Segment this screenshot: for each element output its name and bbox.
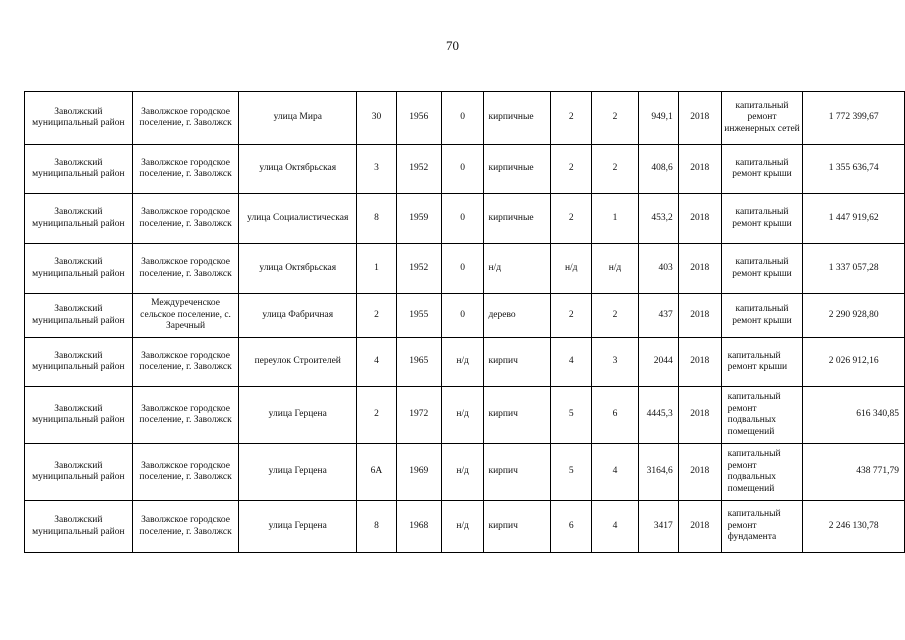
year-built-cell: 1965 xyxy=(396,338,441,387)
area-cell: 2044 xyxy=(638,338,678,387)
street-cell: улица Октябрьская xyxy=(239,145,357,194)
year-built-cell: 1968 xyxy=(396,501,441,553)
street-cell: улица Герцена xyxy=(239,387,357,444)
wall-material-cell: кирпичные xyxy=(484,194,551,244)
entrances-cell: 2 xyxy=(592,294,639,338)
settlement-cell: Заволжское городское поселение, г. Заволжск xyxy=(132,92,239,145)
col6-cell: 0 xyxy=(441,244,484,294)
district-cell: Заволжский муниципальный район xyxy=(25,194,133,244)
cost-cell: 616 340,85 xyxy=(803,387,905,444)
settlement-cell: Заволжское городское поселение, г. Заволжск xyxy=(132,244,239,294)
table-row xyxy=(25,145,905,194)
col6-cell: н/д xyxy=(441,501,484,553)
plan-year-cell: 2018 xyxy=(678,244,721,294)
col6-cell: 0 xyxy=(441,294,484,338)
district-cell: Заволжский муниципальный район xyxy=(25,444,133,501)
entrances-cell: 3 xyxy=(592,338,639,387)
table-row xyxy=(25,338,905,387)
street-cell: улица Герцена xyxy=(239,444,357,501)
year-built-cell: 1972 xyxy=(396,387,441,444)
settlement-cell: Заволжское городское поселение, г. Заволжск xyxy=(132,145,239,194)
street-cell: улица Октябрьская xyxy=(239,244,357,294)
col6-cell: н/д xyxy=(441,387,484,444)
area-cell: 403 xyxy=(638,244,678,294)
table-row xyxy=(25,194,905,244)
wall-material-cell: кирпич xyxy=(484,444,551,501)
plan-year-cell: 2018 xyxy=(678,145,721,194)
area-cell: 3417 xyxy=(638,501,678,553)
settlement-cell: Заволжское городское поселение, г. Заволжск xyxy=(132,444,239,501)
district-cell: Заволжский муниципальный район xyxy=(25,387,133,444)
col6-cell: 0 xyxy=(441,194,484,244)
work-type-cell: капитальный ремонт крыши xyxy=(721,294,803,338)
plan-year-cell: 2018 xyxy=(678,194,721,244)
district-cell: Заволжский муниципальный район xyxy=(25,501,133,553)
floors-cell: 5 xyxy=(551,387,592,444)
cost-cell: 1 355 636,74 xyxy=(803,145,905,194)
work-type-cell: капитальный ремонт подвальных помещений xyxy=(721,387,803,444)
house-number-cell: 2 xyxy=(357,294,397,338)
entrances-cell: 1 xyxy=(592,194,639,244)
street-cell: улица Социалистическая xyxy=(239,194,357,244)
col6-cell: 0 xyxy=(441,145,484,194)
wall-material-cell: н/д xyxy=(484,244,551,294)
entrances-cell: 6 xyxy=(592,387,639,444)
district-cell: Заволжский муниципальный район xyxy=(25,145,133,194)
area-cell: 4445,3 xyxy=(638,387,678,444)
page-number: 70 xyxy=(446,38,459,53)
entrances-cell: 4 xyxy=(592,444,639,501)
wall-material-cell: кирпичные xyxy=(484,92,551,145)
work-type-cell: капитальный ремонт инженерных сетей xyxy=(721,92,803,145)
wall-material-cell: дерево xyxy=(484,294,551,338)
entrances-cell: 4 xyxy=(592,501,639,553)
cost-cell: 438 771,79 xyxy=(803,444,905,501)
district-cell: Заволжский муниципальный район xyxy=(25,338,133,387)
work-type-cell: капитальный ремонт крыши xyxy=(721,194,803,244)
area-cell: 949,1 xyxy=(638,92,678,145)
floors-cell: 5 xyxy=(551,444,592,501)
cost-cell: 2 246 130,78 xyxy=(803,501,905,553)
settlement-cell: Междуреченское сельское поселение, с. Заречный xyxy=(132,294,239,338)
house-number-cell: 30 xyxy=(357,92,397,145)
table-row xyxy=(25,294,905,338)
wall-material-cell: кирпич xyxy=(484,338,551,387)
wall-material-cell: кирпичные xyxy=(484,145,551,194)
table-row xyxy=(25,92,905,145)
district-cell: Заволжский муниципальный район xyxy=(25,92,133,145)
district-cell: Заволжский муниципальный район xyxy=(25,244,133,294)
street-cell: улица Герцена xyxy=(239,501,357,553)
cost-cell: 1 447 919,62 xyxy=(803,194,905,244)
house-number-cell: 2 xyxy=(357,387,397,444)
street-cell: улица Фабричная xyxy=(239,294,357,338)
settlement-cell: Заволжское городское поселение, г. Заволжск xyxy=(132,501,239,553)
floors-cell: 2 xyxy=(551,294,592,338)
district-cell: Заволжский муниципальный район xyxy=(25,294,133,338)
work-type-cell: капитальный ремонт крыши xyxy=(721,145,803,194)
house-number-cell: 1 xyxy=(357,244,397,294)
col6-cell: 0 xyxy=(441,92,484,145)
house-number-cell: 3 xyxy=(357,145,397,194)
house-number-cell: 8 xyxy=(357,194,397,244)
plan-year-cell: 2018 xyxy=(678,294,721,338)
floors-cell: 4 xyxy=(551,338,592,387)
work-type-cell: капитальный ремонт крыши xyxy=(721,244,803,294)
street-cell: улица Мира xyxy=(239,92,357,145)
cost-cell: 2 290 928,80 xyxy=(803,294,905,338)
year-built-cell: 1956 xyxy=(396,92,441,145)
floors-cell: н/д xyxy=(551,244,592,294)
plan-year-cell: 2018 xyxy=(678,501,721,553)
cost-cell: 2 026 912,16 xyxy=(803,338,905,387)
cost-cell: 1 337 057,28 xyxy=(803,244,905,294)
house-number-cell: 4 xyxy=(357,338,397,387)
entrances-cell: 2 xyxy=(592,92,639,145)
table-row xyxy=(25,444,905,501)
cost-cell: 1 772 399,67 xyxy=(803,92,905,145)
col6-cell: н/д xyxy=(441,338,484,387)
wall-material-cell: кирпич xyxy=(484,387,551,444)
settlement-cell: Заволжское городское поселение, г. Заволжск xyxy=(132,338,239,387)
year-built-cell: 1955 xyxy=(396,294,441,338)
work-type-cell: капитальный ремонт фундамента xyxy=(721,501,803,553)
year-built-cell: 1952 xyxy=(396,244,441,294)
year-built-cell: 1952 xyxy=(396,145,441,194)
year-built-cell: 1969 xyxy=(396,444,441,501)
area-cell: 437 xyxy=(638,294,678,338)
wall-material-cell: кирпич xyxy=(484,501,551,553)
table-row xyxy=(25,244,905,294)
work-type-cell: капитальный ремонт крыши xyxy=(721,338,803,387)
plan-year-cell: 2018 xyxy=(678,92,721,145)
house-number-cell: 8 xyxy=(357,501,397,553)
street-cell: переулок Строителей xyxy=(239,338,357,387)
entrances-cell: 2 xyxy=(592,145,639,194)
plan-year-cell: 2018 xyxy=(678,387,721,444)
area-cell: 3164,6 xyxy=(638,444,678,501)
year-built-cell: 1959 xyxy=(396,194,441,244)
floors-cell: 6 xyxy=(551,501,592,553)
plan-year-cell: 2018 xyxy=(678,338,721,387)
work-type-cell: капитальный ремонт подвальных помещений xyxy=(721,444,803,501)
table-row xyxy=(25,387,905,444)
area-cell: 453,2 xyxy=(638,194,678,244)
settlement-cell: Заволжское городское поселение, г. Заволжск xyxy=(132,387,239,444)
floors-cell: 2 xyxy=(551,145,592,194)
table-row xyxy=(25,501,905,553)
housing-repair-table xyxy=(24,91,905,553)
area-cell: 408,6 xyxy=(638,145,678,194)
entrances-cell: н/д xyxy=(592,244,639,294)
house-number-cell: 6А xyxy=(357,444,397,501)
col6-cell: н/д xyxy=(441,444,484,501)
settlement-cell: Заволжское городское поселение, г. Заволжск xyxy=(132,194,239,244)
floors-cell: 2 xyxy=(551,194,592,244)
floors-cell: 2 xyxy=(551,92,592,145)
plan-year-cell: 2018 xyxy=(678,444,721,501)
